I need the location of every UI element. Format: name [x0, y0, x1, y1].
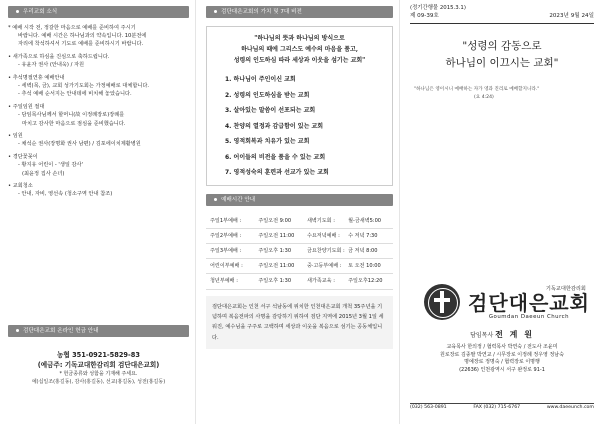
issue-number: 제 09-39호 — [410, 13, 439, 19]
bullet-icon — [16, 10, 19, 13]
phone-number: (032) 563-0891 — [410, 405, 447, 410]
notice-line: • 추석명절연휴 예배안내 — [8, 75, 65, 82]
notice-line: 마치고 감사한 마음으로 점심을 준비했습니다. — [22, 120, 126, 127]
footer-divider — [410, 403, 594, 404]
notice-line: 자리에 착석하셔서 기도로 예배를 준비하시기 바랍니다. — [18, 41, 144, 48]
pastor-label: 담임목사 — [470, 332, 494, 339]
notice-line: - 추석 예배 순서지는 안내데에 비치해 놓았습니다. — [18, 91, 132, 98]
notice-line: 바랍니다. 예배 시간은 하나님과의 약속입니다. 10분전에 — [18, 33, 147, 40]
notice-line: • 새가족으로 하심을 진심으로 축하드립니다. — [8, 54, 110, 61]
publication-meta: (정기간행물 2015.3.1) — [410, 5, 466, 11]
notice-section-header — [8, 6, 189, 18]
notice-line: • 교회청소 — [8, 183, 33, 190]
staff-list — [410, 344, 594, 374]
vision-section-header — [206, 6, 393, 18]
verse-reference: (요 4:24) — [474, 95, 494, 100]
schedule-cell: 청년부예배 : — [206, 274, 258, 289]
notice-line: - 채석순 권사(장명화 권사 남편) / 김포에이치제활병원 — [18, 141, 141, 148]
website: www.daeeunch.com — [546, 405, 594, 410]
church-logo-block — [410, 284, 594, 320]
account-holder: (예금주: 기독교대한감리회 검단대은교회) — [37, 361, 160, 369]
schedule-cell: 주일오후 1:30 — [258, 243, 307, 258]
middle-column — [200, 0, 400, 424]
bullet-icon — [214, 10, 217, 13]
issue-date: 2023년 9월 24일 — [549, 13, 594, 19]
bullet-icon — [16, 329, 19, 332]
schedule-cell: 어린이부예배 : — [206, 259, 258, 274]
schedule-row — [206, 214, 393, 229]
vision-item: 3. 살아있는 말씀이 선포되는 교회 — [225, 107, 316, 114]
church-emblem-icon — [424, 284, 460, 320]
schedule-cell: 수요저녁예배 : — [307, 228, 348, 243]
schedule-cell: 주일3부예배 : — [206, 243, 258, 258]
notice-line: • 경단꽃꽂이 — [8, 154, 38, 161]
notice-line: * 예배 시작 전, 정갈한 마음으로 예배를 준비하여 주시기 — [8, 25, 136, 31]
schedule-cell: 주일오후12:20 — [348, 274, 393, 289]
vision-quote-line: "하나님의 뜻과 하나님의 방식으로 — [254, 35, 345, 42]
staff-line: (22636) 인천광역시 서구 완정로 91-1 — [459, 366, 545, 373]
account-note: * 헌금종류와 성함을 기재해 주세요. — [59, 371, 138, 377]
schedule-cell: 금요찬양기도회 : — [307, 243, 348, 258]
notice-line: - 세벽(목, 금), 교회 성가기도회는 가정예배로 대체합니다. — [18, 83, 150, 90]
vision-item: 6. 어이들의 비전을 품을 수 있는 교회 — [225, 153, 326, 161]
vision-section-title: 검단대은교회의 가치 및 7대 비전 — [221, 9, 302, 15]
notice-line: • 임원 — [8, 133, 23, 140]
schedule-cell: 중·고등부예배 : — [307, 259, 348, 274]
staff-line: 교육목사 한의정 / 협력목사 박연숙 / 전도사 조윤미 — [446, 344, 558, 350]
right-column — [404, 0, 600, 424]
schedule-cell: 월-금새벽5:00 — [348, 214, 393, 229]
staff-line: 원로장로 김종팔 박연교 / 시무장로 이정례 정우영 정남숙 — [440, 351, 564, 358]
schedule-cell: 주일1부예배 : — [206, 214, 258, 229]
church-name-english: Goumdan Daeeun Church — [488, 313, 570, 320]
account-number: 농협 351-0921-5829-83 — [57, 351, 140, 359]
vision-quote-line: 성령의 인도하심 따라 세상과 이웃을 섬기는 교회" — [233, 57, 366, 64]
schedule-cell: 수 저녁 7:30 — [348, 228, 393, 243]
account-section-title: 검단대은교회 온라인 헌금 안내 — [23, 328, 99, 334]
schedule-row — [206, 243, 393, 258]
schedule-cell: 새가족교육 : — [307, 274, 348, 289]
theme-banner — [410, 38, 594, 72]
account-example: 예)십일조(홍길동), 감사(홍길동), 선교(홍길동), 성전(홍길동) — [31, 379, 166, 385]
schedule-cell: 주일오후 1:30 — [258, 274, 307, 289]
pastor-name: 전 계 원 — [495, 330, 534, 339]
denomination-name: 기독교대한감리회 — [545, 285, 586, 292]
notice-line: • 주일임원 절대 — [8, 104, 45, 111]
vision-item: 4. 찬양의 열정과 감급함이 있는 교회 — [225, 122, 324, 130]
schedule-section-header — [206, 194, 393, 206]
vision-list — [211, 72, 388, 181]
church-logo-text — [468, 285, 590, 320]
vision-item: 5. 영적회복과 치유가 있는 교회 — [225, 138, 310, 145]
church-name: 검단대은교회 — [468, 290, 590, 315]
staff-line: 명예장로 정명숙 / 협력장로 이명행 — [464, 359, 540, 366]
schedule-cell: 토 오전 10:00 — [348, 259, 393, 274]
notice-line: - 황지유 어린이 - '생일 감사' — [18, 162, 83, 169]
schedule-row — [206, 259, 393, 274]
church-intro: 검단대은교회는 인천 서구 석남동에 위치한 인천대은교회 개척 35주년을 기념하며 복음전파의 사명을 감당하기 위하여 검단 지역에 2015년 3월 1일 세워진, 예수님을 구주로 고백하며 세상과 이웃을 복음으로 섬기는 공동체입니다. — [206, 296, 393, 350]
notice-line: (최윤정 집사 손녀) — [22, 170, 65, 177]
schedule-section-title: 예배시간 안내 — [221, 196, 256, 203]
verse-text: "하나님은 영이시니 예배하는 자가 영과 진리로 예배할지니라." — [414, 87, 540, 92]
left-column — [0, 0, 196, 424]
vision-item: 2. 성령의 인도하심을 받는 교회 — [225, 91, 310, 99]
account-section-header — [8, 325, 189, 337]
schedule-cell: 주일오전 9:00 — [258, 214, 307, 229]
schedule-cell: 주일오전 11:00 — [258, 259, 307, 274]
banner-line-2: 하나님이 이끄시는 교회" — [445, 57, 559, 69]
banner-line-1: "성령의 감동으로 — [462, 40, 542, 52]
vision-quote-line: 하나님의 때에 그리스도 예수의 마음을 품고, — [241, 46, 358, 53]
vision-quote — [211, 33, 388, 66]
issue-row — [410, 12, 594, 21]
vision-box — [206, 26, 393, 186]
account-info — [8, 350, 189, 386]
bullet-icon — [214, 198, 217, 201]
schedule-cell: 주일2부예배 : — [206, 228, 258, 243]
senior-pastor — [410, 329, 594, 340]
header-divider — [410, 23, 594, 24]
schedule-table — [206, 214, 393, 290]
scripture-verse — [410, 86, 594, 102]
notice-section-title: 우리교회 소식 — [23, 9, 58, 15]
schedule-row — [206, 274, 393, 289]
notice-line: - 담임목사님께서 할머니(故 이정례장로)장례를 — [18, 112, 125, 119]
vision-item: 7. 영적성숙의 훈련과 선교가 있는 교회 — [225, 169, 329, 176]
schedule-cell: 주일오전 11:00 — [258, 228, 307, 243]
schedule-cell: 새벽기도회 : — [307, 214, 348, 229]
fax-number: FAX (032) 715-6767 — [473, 405, 521, 410]
notice-line: - 유윤자 권사 (안내욱) / 자원 — [18, 62, 85, 69]
vision-item: 1. 하나님이 주인이신 교회 — [225, 76, 296, 83]
contact-info — [410, 405, 594, 410]
notice-line: - 안내, 자비, 영선속 (청소구역 안내 참조) — [18, 191, 113, 198]
notice-list — [8, 24, 189, 199]
schedule-cell: 금 저녁 8:00 — [348, 243, 393, 258]
schedule-row — [206, 228, 393, 243]
